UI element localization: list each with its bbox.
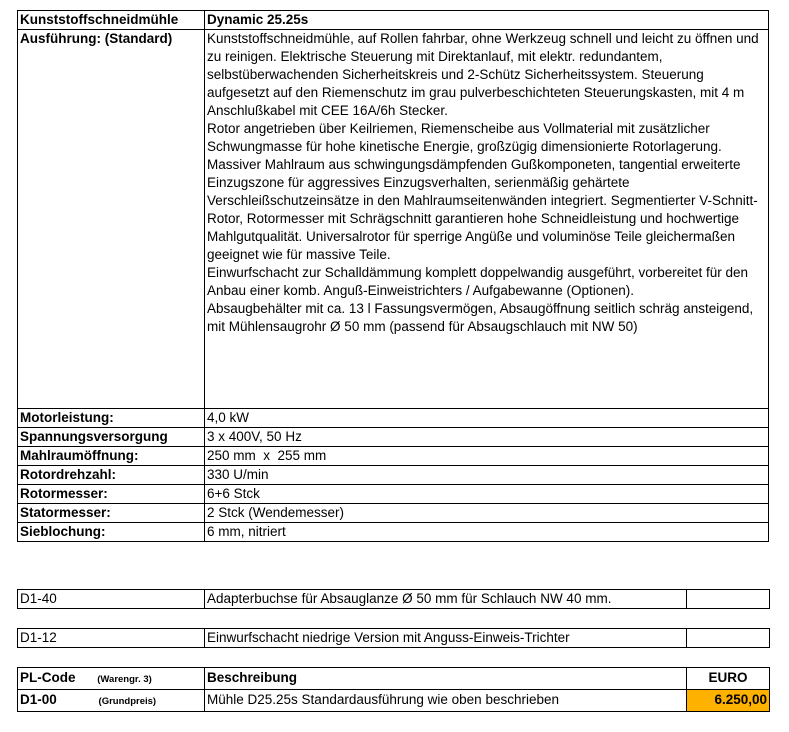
option-code: D1-12 (18, 629, 205, 648)
spec-label-motorleistung: Motorleistung: (18, 409, 205, 428)
price-table (17, 667, 770, 712)
spec-label-statormesser: Statormesser: (18, 504, 205, 523)
item-note: (Grundpreis) (98, 696, 157, 707)
spec-header-label: Kunststoffschneidmühle (18, 11, 205, 30)
code-header-cell (18, 668, 205, 690)
option-text: Einwurfschacht niedrige Version mit Anguss-Einweis-Trichter (205, 629, 687, 648)
spec-header-value: Dynamic 25.25s (205, 11, 769, 30)
spec-value-sieblochung: 6 mm, nitriert (205, 523, 769, 542)
item-code-cell (18, 690, 205, 712)
ausfuehrung-row (18, 30, 769, 409)
currency-header: EURO (687, 668, 770, 690)
spec-label-rotordrehzahl: Rotordrehzahl: (18, 466, 205, 485)
option-text: Adapterbuchse für Absauglanze Ø 50 mm für Schlauch NW 40 mm. (205, 590, 687, 609)
code-header: PL-Code (20, 670, 76, 685)
spec-value-rotordrehzahl: 330 U/min (205, 466, 769, 485)
spec-value-mahlraumoeffnung: 250 mm x 255 mm (205, 447, 769, 466)
spec-value-rotormesser: 6+6 Stck (205, 485, 769, 504)
ausfuehrung-text: Kunststoffschneidmühle, auf Rollen fahrbar, ohne Werkzeug schnell und leicht zu öffnen und zu reinigen. Elektrische Steuerung mit Direktanlauf, mit elektr. redundantem, selbstüberwachenden Sicherheitskreis und 2-Schütz Sicherheitssystem. Steuerung aufgesetzt auf den Riemenschutz im grau pulverbeschichteten Steuerungskasten, mit 4 m Anschlußkabel mit CEE 16A/6h Stecker. Rotor angetrieben über Keilriemen, Riemenscheibe aus Vollmaterial mit zusätzlicher Schwungmasse für hohe kinetische Energie, großzügig dimensionierte Rotorlagerung. Massiver Mahlraum aus schwingungsdämpfenden Gußkomponeten, tangential erweiterte Einzugszone für aggressives Einzugsverhalten, serienmäßig gehärtete Verschleißschutzeinsätze in den Mahlraumseitenwänden integriert. Segmentierter V-Schnitt-Rotor, Rotormesser mit Schrägschnitt garantieren hohe Schneidleistung und hochwertige Mahlgutqualität. Universalrotor für sperrige Angüße und voluminöse Teile gleichermaßen geeignet wie für massive Teile. Einwurfschacht zur Schalldämmung komplett doppelwandig ausgeführt, vorbereitet für den Anbau einer komb. Anguß-Einweistrichters / Aufgabewanne (Optionen). Absaugbehälter mit ca. 13 l Fassungsvermögen, Absaugöffnung seitlich schräg ansteigend, mit Mühlensaugrohr Ø 50 mm (passend für Absaugschlauch mit NW 50) (205, 30, 769, 409)
spec-value-statormesser: 2 Stck (Wendemesser) (205, 504, 769, 523)
spec-label-mahlraumoeffnung: Mahlraumöffnung: (18, 447, 205, 466)
spec-value-motorleistung: 4,0 kW (205, 409, 769, 428)
spec-row (18, 466, 769, 485)
ausfuehrung-label: Ausführung: (Standard) (18, 30, 205, 409)
price-item-row (18, 690, 770, 712)
spec-label-rotormesser: Rotormesser: (18, 485, 205, 504)
spec-row (18, 523, 769, 542)
option-code: D1-40 (18, 590, 205, 609)
option-price (687, 629, 770, 648)
desc-header: Beschreibung (205, 668, 687, 690)
item-price: 6.250,00 (687, 690, 770, 712)
spec-table (17, 10, 769, 542)
spec-row (18, 409, 769, 428)
spec-label-sieblochung: Sieblochung: (18, 523, 205, 542)
price-header-row (18, 668, 770, 690)
spec-row (18, 485, 769, 504)
spec-value-spannungsversorgung: 3 x 400V, 50 Hz (205, 428, 769, 447)
code-header-note: (Warengr. 3) (97, 674, 152, 685)
option-row (18, 629, 770, 648)
option-table-d1-12 (17, 628, 770, 648)
spec-label-spannungsversorgung: Spannungsversorgung (18, 428, 205, 447)
spec-row (18, 504, 769, 523)
spec-header-row (18, 11, 769, 30)
option-table-d1-40 (17, 589, 770, 609)
spec-row (18, 428, 769, 447)
item-description: Mühle D25.25s Standardausführung wie oben beschrieben (205, 690, 687, 712)
item-code: D1-00 (20, 692, 57, 707)
option-row (18, 590, 770, 609)
option-price (687, 590, 770, 609)
spec-row (18, 447, 769, 466)
